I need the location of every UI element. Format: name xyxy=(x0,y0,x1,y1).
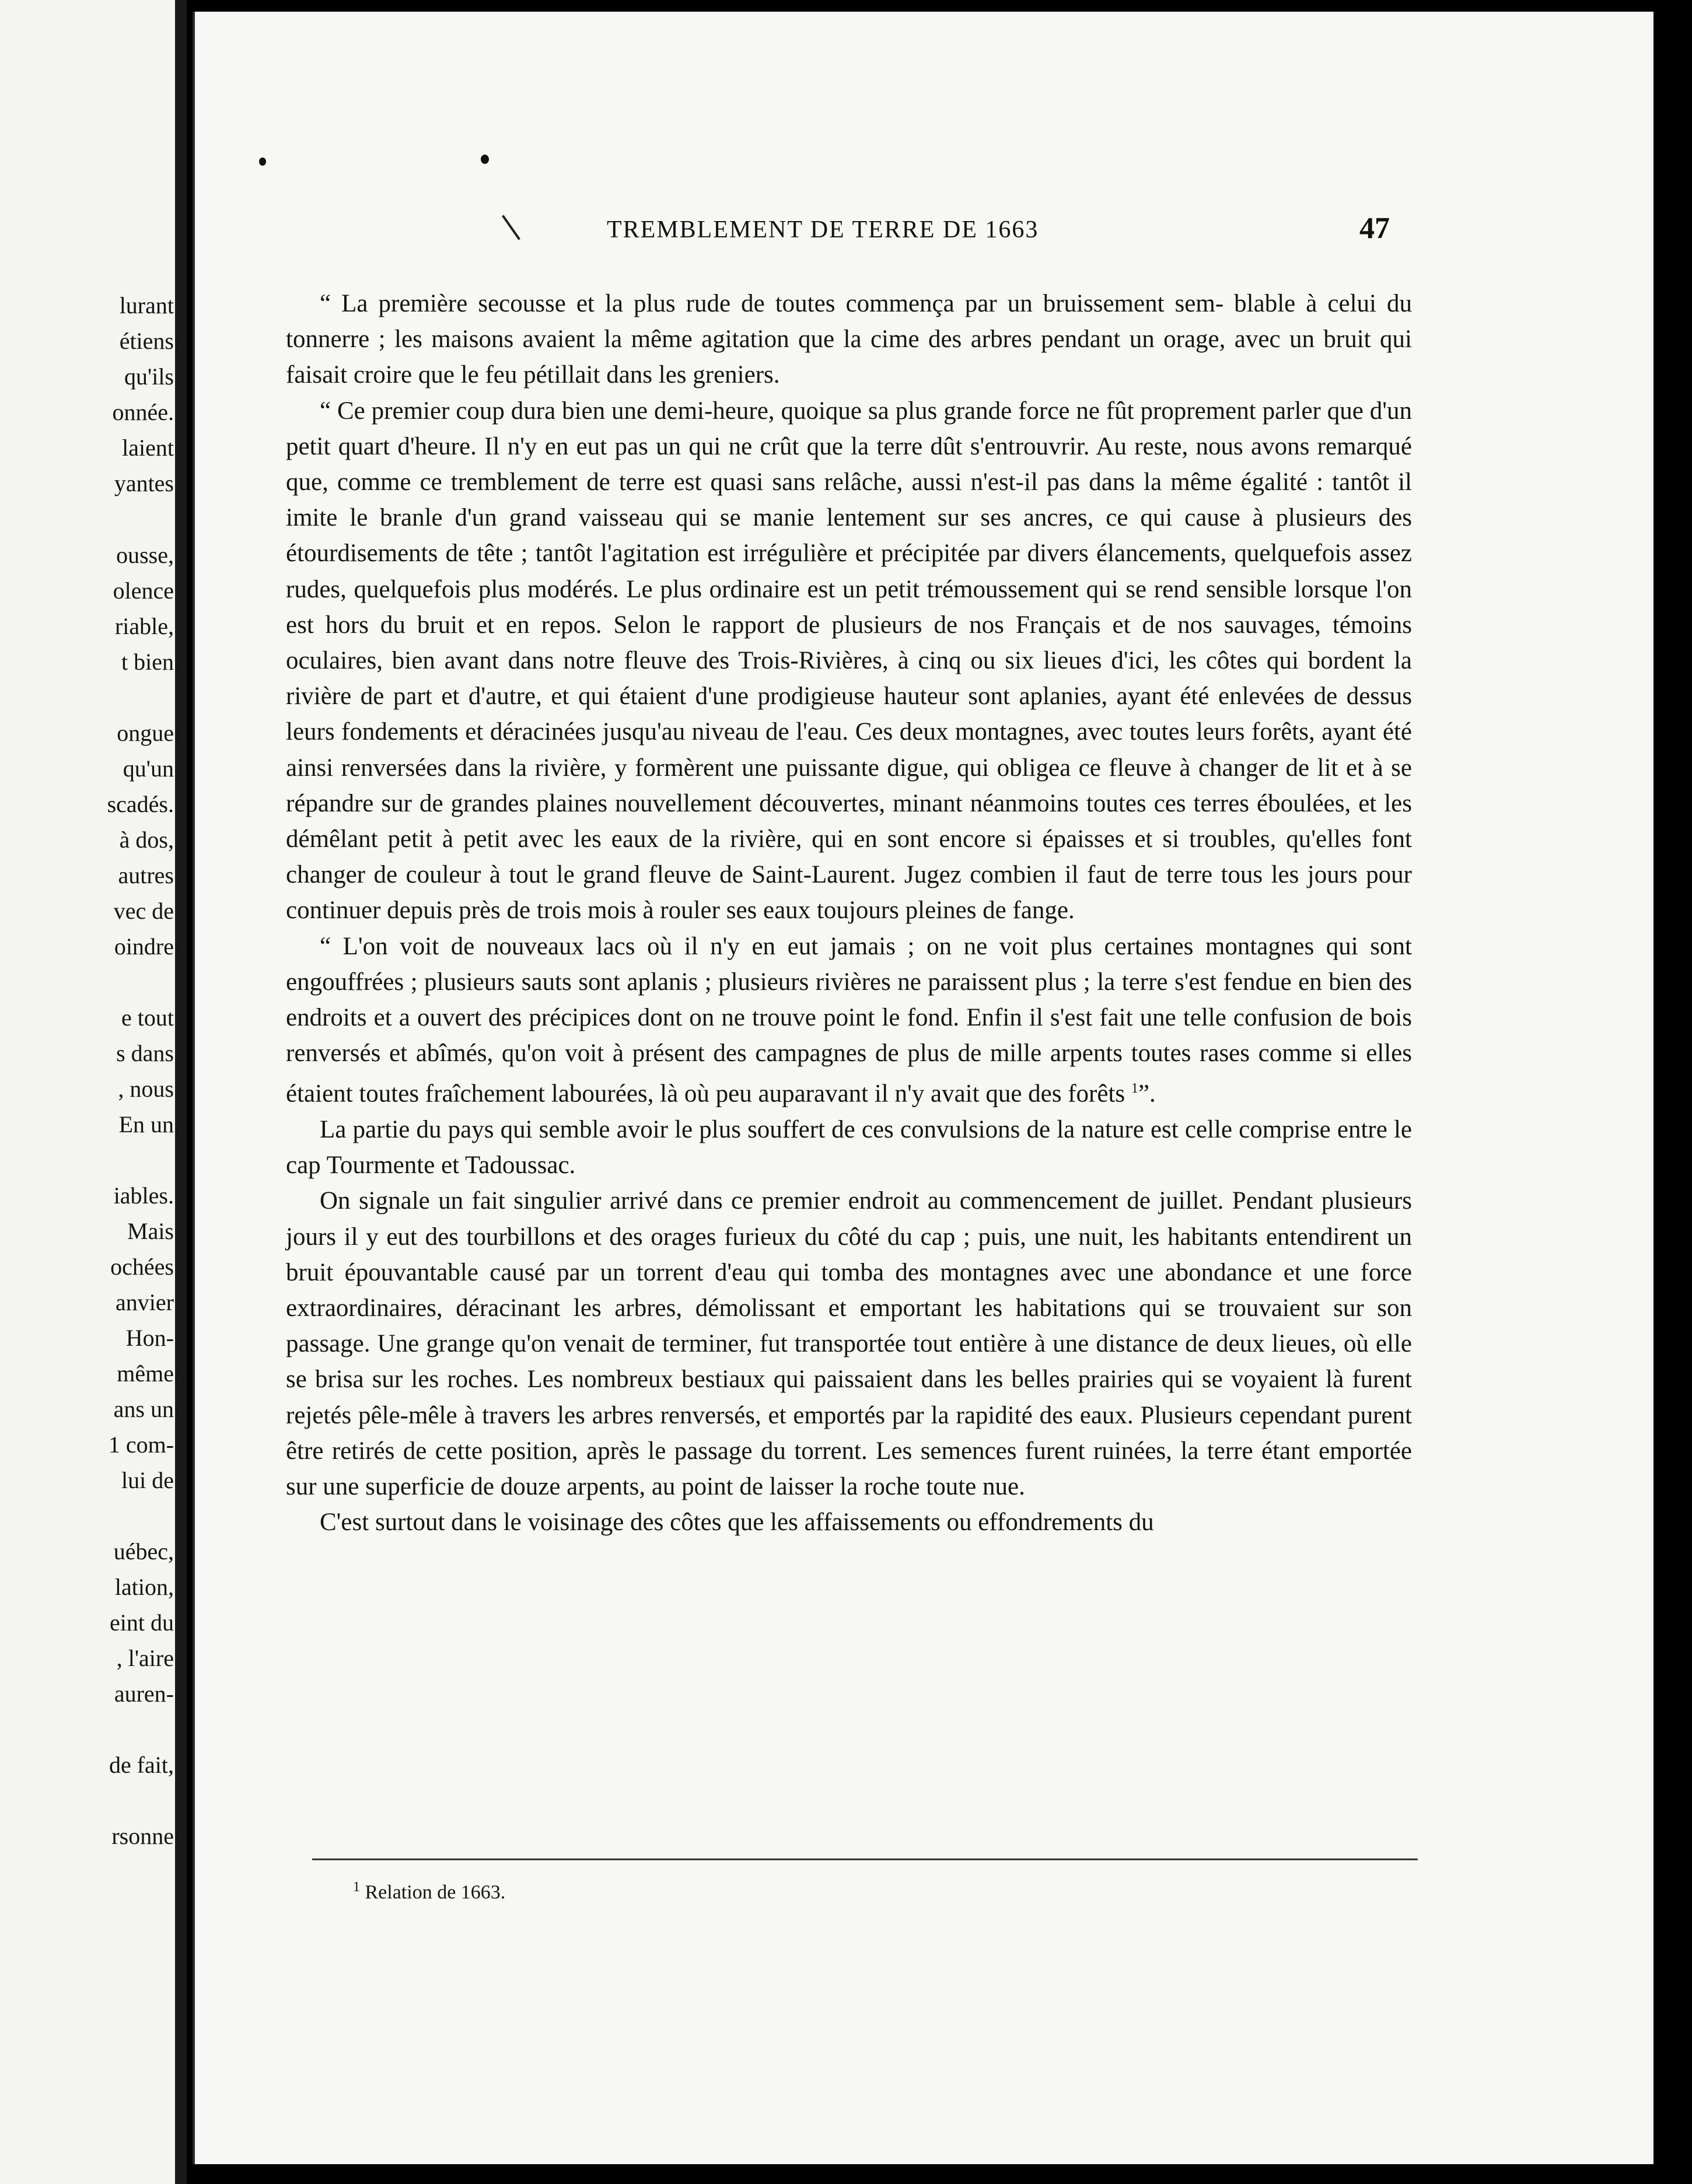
previous-page-line: , l'aire xyxy=(116,1645,174,1671)
previous-page-line: Mais xyxy=(127,1218,174,1244)
previous-page-line: autres xyxy=(118,862,174,888)
previous-page-line: lurant xyxy=(119,292,174,318)
running-head: TREMBLEMENT DE TERRE DE 1663 xyxy=(607,216,1039,243)
scan-speck xyxy=(481,155,489,164)
previous-page-line: qu'un xyxy=(123,755,174,782)
previous-page-line: , nous xyxy=(118,1076,174,1102)
previous-page-line: lui de xyxy=(121,1467,174,1493)
paragraph-text: “ L'on voit de nouveaux lacs où il n'y en eut jamais ; on ne voit plus certaines montagnes qui sont engouffrées ; plusieurs sauts sont aplanis ; plusieurs rivières ne paraissent plus ; la terre s'est fendue en bien des endroits et a ouvert des précipices dont on ne trouve point le fond. Enfin il s'est fait une telle confusion de bois renversés et abîmés, qu'on voit à présent des campagnes de plus de mille arpents toutes rases comme si elles étaient toutes fraîchement labourées, là où peu auparavant il n'y avait que des forêts xyxy=(286,932,1412,1108)
previous-page-line: ousse, xyxy=(116,542,174,568)
body-text xyxy=(286,286,1412,1540)
previous-page-line: Hon- xyxy=(125,1325,174,1351)
previous-page-line: laient xyxy=(122,435,174,461)
previous-page-line: auren- xyxy=(114,1681,174,1707)
paragraph: “ Ce premier coup dura bien une demi-heure, quoique sa plus grande force ne fût proprement parler que d'un petit quart d'heure. Il n'y en eut pas un qui ne crût que la terre dût s'entrouvrir. Au reste, nous avons remarqué que, comme ce tremblement de terre est quasi sans relâche, aussi n'est-il pas dans la même égalité : tantôt il imite le branle d'un grand vaisseau qui se manie lentement sur ses ancres, ce qui cause à plusieurs des étourdisements de tête ; tantôt l'agitation est irrégulière et précipitée par divers élancements, quelquefois assez rudes, quelquefois plus modérés. Le plus ordinaire est un petit trémoussement qui se rend sensible lorsque l'on est hors du bruit et en repos. Selon le rapport de plusieurs de nos Français et de nos sauvages, témoins oculaires, bien avant dans notre fleuve des Trois-Rivières, à cinq ou six lieues d'ici, les côtes qui bordent la rivière de part et d'autre, et qui étaient d'une prodigieuse hauteur sont aplanies, ayant été enlevées de dessus leurs fondements et déracinées jusqu'au niveau de l'eau. Ces deux montagnes, avec toutes leurs forêts, ayant été ainsi renversées dans la rivière, y formèrent une puissante digue, qui obligea ce fleuve à changer de lit et à se répandre sur de grandes plaines nouvellement découvertes, minant néanmoins toutes ces terres éboulées, et les démêlant petit à petit avec les eaux de la rivière, qui en sont encore si épaisses et si troubles, qu'elles font changer de couleur à tout le grand fleuve de Saint-Laurent. Jugez combien il faut de terre tous les jours pour continuer depuis près de trois mois à rouler ses eaux toujours pleines de fange. xyxy=(286,397,1412,925)
previous-page-line: En un xyxy=(118,1111,174,1138)
paragraph: On signale un fait singulier arrivé dans ce premier endroit au commencement de juillet. Pendant plusieurs jours il y eut des tourbillons et des orages furieux du côté du cap ; puis, une nuit, les habitants entendirent un bruit épouvantable causé par un torrent d'eau qui tomba des montagnes avec une abondance et une force extraordinaires, déracinant les arbres, démolissant et emportant les habitations qui se trouvaient sur son passage. Une grange qu'on venait de terminer, fut transportée tout entière à une distance de deux lieues, où elle se brisa sur les roches. Les nombreux bestiaux qui paissaient dans les belles prairies qui se voyaient là furent rejetés pêle-mêle à travers les arbres renversés, et emportés par la rapidité des eaux. Plusieurs cependant purent être retirés de cette position, après le passage du torrent. Les semences furent ruinées, la terre étant emportée sur une superficie de douze arpents, au point de laisser la roche toute nue. xyxy=(286,1187,1412,1501)
previous-page-line: s dans xyxy=(116,1040,174,1066)
previous-page-line: scadés. xyxy=(107,791,174,817)
footnote-marker: 1 xyxy=(353,1880,360,1895)
footnote-text: Relation de 1663. xyxy=(365,1881,506,1903)
previous-page-line: étiens xyxy=(119,328,174,354)
previous-page-line: vec de xyxy=(113,898,174,924)
page-gutter xyxy=(175,0,187,2184)
paragraph: “ La première secousse et la plus rude de toutes commença par un bruissement sem- blable à celui du tonnerre ; les maisons avaient la même agitation que la cime des arbres pendant un orage, avec un bruit qui faisait croire que le feu pétillait dans les greniers. xyxy=(286,290,1412,389)
paragraph: La partie du pays qui semble avoir le plus souffert de ces convulsions de la nature est celle comprise entre le cap Tourmente et Tadoussac. xyxy=(286,1116,1412,1180)
previous-page-line: riable, xyxy=(114,613,174,639)
previous-page-line: iables. xyxy=(113,1182,174,1209)
previous-page-line: lation, xyxy=(114,1574,174,1600)
previous-page-line: 1 com- xyxy=(108,1432,174,1458)
previous-page-line: rsonne xyxy=(111,1823,174,1849)
paragraph xyxy=(286,929,1412,1112)
previous-page-line: t bien xyxy=(121,649,174,675)
previous-page-line: à dos, xyxy=(119,827,174,853)
previous-page-line: eint du xyxy=(110,1609,174,1636)
previous-page-edge xyxy=(0,0,175,2184)
previous-page-line: olence xyxy=(113,578,174,604)
scan-speck xyxy=(259,158,266,166)
previous-page-line: e tout xyxy=(121,1005,174,1031)
previous-page-line: anvier xyxy=(116,1289,174,1315)
quote-close: ”. xyxy=(1138,1080,1156,1108)
footnote-rule xyxy=(312,1859,1418,1860)
previous-page-line: onnée. xyxy=(112,399,174,425)
previous-page-line: uébec, xyxy=(113,1538,174,1564)
previous-page-line: ongue xyxy=(117,720,174,746)
previous-page-line: même xyxy=(117,1360,174,1387)
scan-speck xyxy=(502,215,520,240)
previous-page-line: de fait, xyxy=(109,1752,174,1778)
previous-page-line: ans un xyxy=(113,1396,174,1422)
footnote xyxy=(353,1880,505,1903)
footnote-reference: 1 xyxy=(1131,1081,1138,1097)
previous-page-line: qu'ils xyxy=(124,363,174,390)
previous-page-line: yantes xyxy=(114,470,174,496)
paragraph: C'est surtout dans le voisinage des côtes que les affaissements ou effondrements du xyxy=(320,1508,1154,1536)
page-number: 47 xyxy=(1359,212,1390,245)
previous-page-line: ochées xyxy=(110,1254,174,1280)
previous-page-line: oindre xyxy=(114,933,174,960)
